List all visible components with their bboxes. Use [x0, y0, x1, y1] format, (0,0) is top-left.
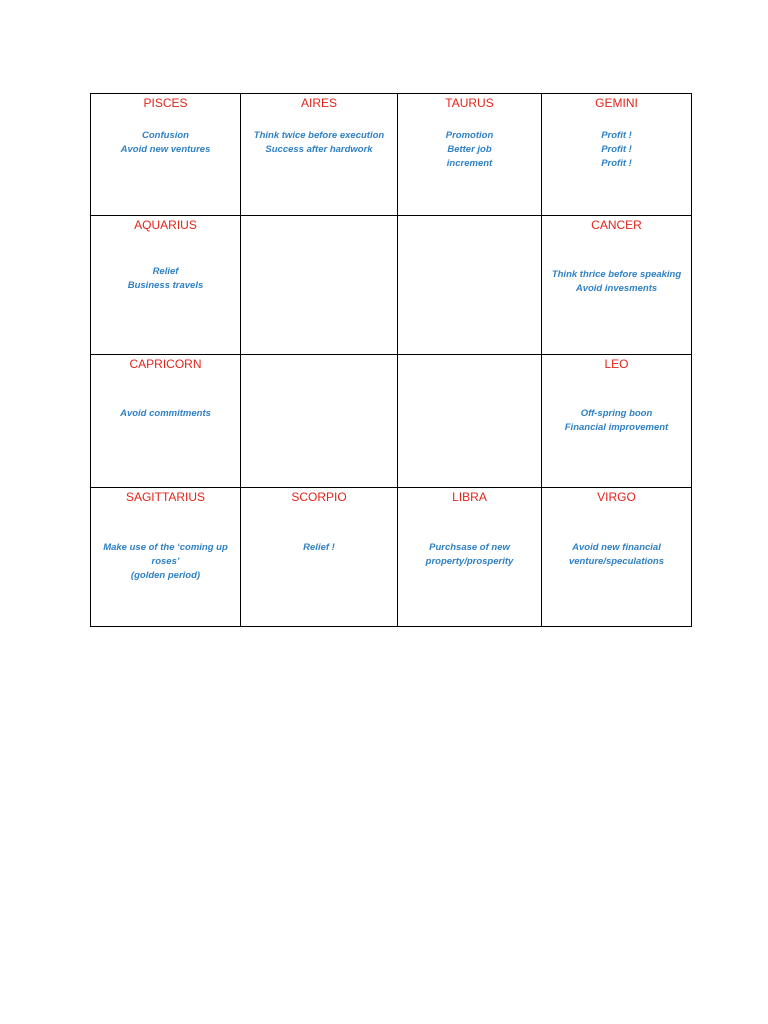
prediction-text: [546, 541, 687, 569]
prediction-line: Think twice before execution: [253, 130, 385, 141]
sign-cell-gemini: [542, 94, 692, 216]
sign-name: VIRGO: [597, 490, 636, 504]
prediction-text: [245, 129, 393, 157]
prediction-line: roses’: [151, 556, 180, 567]
prediction-line: property/prosperity: [425, 556, 514, 567]
prediction-line: Relief: [152, 266, 179, 277]
sign-cell-cancer: [542, 216, 692, 355]
empty-center-cell: [241, 355, 398, 488]
sign-name: TAURUS: [445, 96, 494, 110]
prediction-text: [402, 129, 537, 171]
prediction-line: Promotion: [445, 130, 494, 141]
prediction-line: Business travels: [127, 280, 204, 291]
sign-cell-capricorn: [91, 355, 241, 488]
prediction-line: Think thrice before speaking: [551, 269, 682, 280]
prediction-text: [95, 407, 236, 421]
sign-name: AIRES: [300, 96, 337, 110]
prediction-text: [546, 268, 687, 296]
sign-name: SAGITTARIUS: [125, 490, 206, 504]
prediction-line: Avoid new financial: [572, 542, 661, 553]
prediction-line: Avoid new ventures: [120, 144, 211, 155]
prediction-text: [95, 265, 236, 293]
sign-cell-taurus: [398, 94, 542, 216]
sign-cell-virgo: [542, 488, 692, 627]
prediction-text: [95, 129, 236, 157]
prediction-line: Success after hardwork: [265, 144, 373, 155]
prediction-line: Profit !: [601, 158, 632, 169]
sign-cell-libra: [398, 488, 542, 627]
sign-name: AQUARIUS: [134, 218, 197, 232]
sign-cell-aires: [241, 94, 398, 216]
prediction-text: [245, 541, 393, 555]
prediction-line: Make use of the ‘coming up: [103, 542, 228, 553]
prediction-line: Confusion: [142, 130, 189, 141]
sign-name: CANCER: [591, 218, 642, 232]
empty-center-cell: [398, 355, 542, 488]
prediction-line: Profit !: [601, 144, 632, 155]
sign-cell-leo: [542, 355, 692, 488]
prediction-line: Avoid invesments: [575, 283, 658, 294]
sign-cell-scorpio: [241, 488, 398, 627]
grid-row: [91, 488, 692, 627]
prediction-text: [402, 541, 537, 569]
prediction-line: increment: [446, 158, 493, 169]
prediction-line: (golden period): [130, 570, 201, 581]
prediction-line: Off-spring boon: [580, 408, 653, 419]
sign-name: CAPRICORN: [129, 357, 202, 371]
prediction-line: Purchsase of new: [429, 542, 510, 553]
grid-row: [91, 216, 692, 355]
sign-cell-aquarius: [91, 216, 241, 355]
sign-cell-sagittarius: [91, 488, 241, 627]
prediction-line: venture/speculations: [568, 556, 665, 567]
sign-name: LEO: [604, 357, 629, 371]
empty-center-cell: [398, 216, 542, 355]
horoscope-grid: [90, 93, 692, 627]
sign-name: PISCES: [143, 96, 188, 110]
grid-row: [91, 355, 692, 488]
prediction-line: Profit !: [601, 130, 632, 141]
sign-name: SCORPIO: [291, 490, 347, 504]
prediction-line: Financial improvement: [564, 422, 669, 433]
prediction-line: Better job: [447, 144, 492, 155]
prediction-text: [546, 407, 687, 435]
prediction-text: [95, 541, 236, 583]
sign-name: GEMINI: [595, 96, 638, 110]
sign-name: LIBRA: [452, 490, 487, 504]
prediction-line: Relief !: [303, 542, 335, 553]
sign-cell-pisces: [91, 94, 241, 216]
grid-row: [91, 94, 692, 216]
prediction-text: [546, 129, 687, 171]
prediction-line: Avoid commitments: [120, 408, 211, 419]
empty-center-cell: [241, 216, 398, 355]
